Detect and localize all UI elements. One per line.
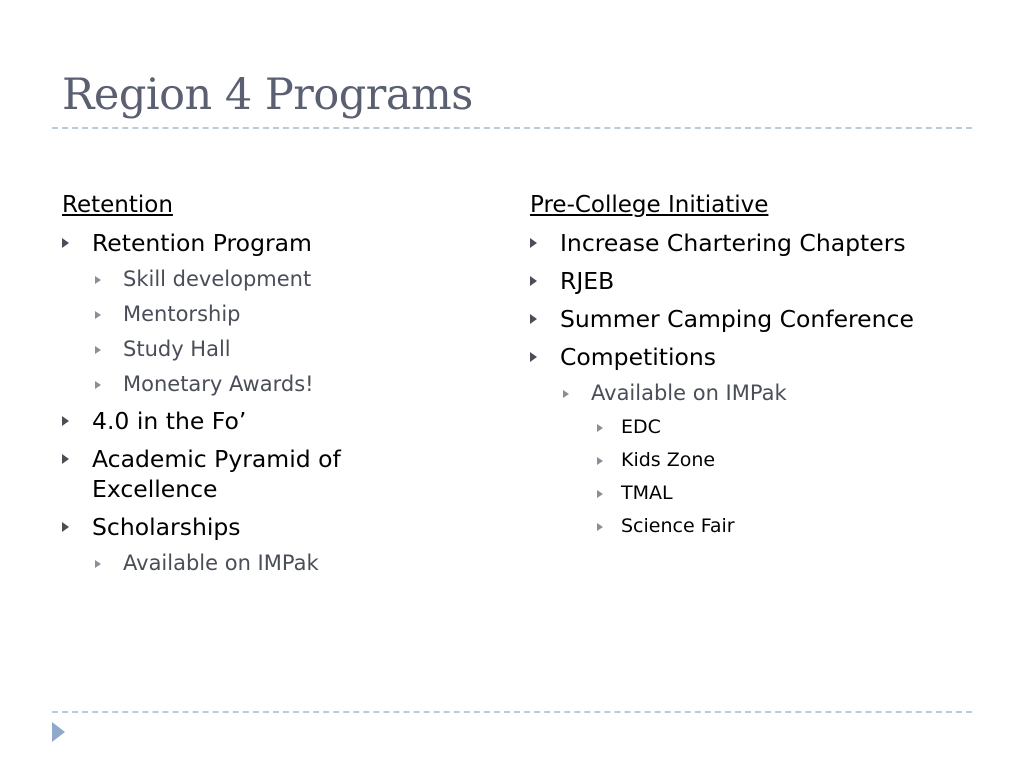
sub-bullet-monetary-awards <box>62 371 482 398</box>
slide-title: Region 4 Programs <box>62 70 473 120</box>
bullet-rjeb <box>530 266 970 296</box>
sub-bullet-skill-development <box>62 266 482 293</box>
pre-college-heading: Pre-College Initiative <box>530 192 769 218</box>
title-divider <box>52 127 972 129</box>
bullet-text: Retention Program <box>92 229 312 257</box>
bullet-text: Skill development <box>123 267 312 291</box>
bullet-scholarships <box>62 512 482 542</box>
bullet-arrow-icon <box>563 390 569 398</box>
sub-sub-bullet-kids-zone <box>530 448 970 473</box>
sub-bullet-available-on-impak <box>530 380 970 407</box>
bullet-text: 4.0 in the Fo’ <box>92 407 247 435</box>
bullet-arrow-icon <box>597 490 603 498</box>
bullet-4-0-in-the-fo <box>62 406 482 436</box>
bullet-text: RJEB <box>560 267 615 295</box>
bullet-arrow-icon <box>530 314 537 324</box>
bullet-competitions <box>530 342 970 372</box>
bullet-text: Kids Zone <box>621 449 716 471</box>
bullet-text: TMAL <box>621 482 673 504</box>
sub-sub-bullet-edc <box>530 415 970 440</box>
sub-bullet-mentorship <box>62 301 482 328</box>
next-slide-icon[interactable] <box>52 722 65 742</box>
bullet-text: Science Fair <box>621 515 735 537</box>
bullet-arrow-icon <box>597 457 603 465</box>
bullet-arrow-icon <box>62 416 69 426</box>
bullet-arrow-icon <box>62 522 69 532</box>
bullet-text: Monetary Awards! <box>123 372 314 396</box>
bullet-text: Available on IMPak <box>123 551 319 575</box>
bullet-increase-chartering <box>530 228 970 258</box>
bullet-arrow-icon <box>62 238 69 248</box>
bullet-summer-camping <box>530 304 970 334</box>
bullet-arrow-icon <box>95 311 101 319</box>
bullet-academic-pyramid <box>62 444 382 504</box>
bullet-arrow-icon <box>95 381 101 389</box>
left-column <box>62 190 482 585</box>
bullet-text: Academic Pyramid of Excellence <box>92 445 341 503</box>
bullet-arrow-icon <box>530 238 537 248</box>
bullet-retention-program <box>62 228 482 258</box>
bullet-text: Competitions <box>560 343 717 371</box>
retention-heading: Retention <box>62 192 173 218</box>
bullet-text: Summer Camping Conference <box>560 305 914 333</box>
bullet-arrow-icon <box>597 523 603 531</box>
bullet-text: Increase Chartering Chapters <box>560 229 906 257</box>
bullet-arrow-icon <box>95 560 101 568</box>
bullet-arrow-icon <box>62 454 69 464</box>
sub-sub-bullet-tmal <box>530 481 970 506</box>
sub-sub-bullet-science-fair <box>530 514 970 539</box>
footer-divider <box>52 711 972 713</box>
bullet-text: EDC <box>621 416 661 438</box>
sub-bullet-study-hall <box>62 336 482 363</box>
bullet-text: Mentorship <box>123 302 241 326</box>
bullet-text: Scholarships <box>92 513 241 541</box>
bullet-text: Study Hall <box>123 337 231 361</box>
bullet-arrow-icon <box>597 424 603 432</box>
bullet-arrow-icon <box>530 276 537 286</box>
bullet-arrow-icon <box>95 346 101 354</box>
bullet-arrow-icon <box>95 276 101 284</box>
right-column <box>530 190 970 547</box>
sub-bullet-available-on-impak <box>62 550 482 577</box>
bullet-arrow-icon <box>530 352 537 362</box>
bullet-text: Available on IMPak <box>591 381 787 405</box>
